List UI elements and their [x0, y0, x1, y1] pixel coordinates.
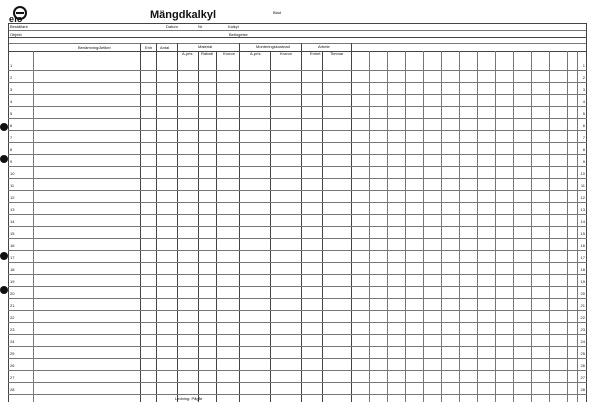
row-number-right: 13 — [580, 207, 585, 212]
row-number-left: 2 — [10, 75, 13, 80]
row-number-left: 6 — [10, 123, 13, 128]
table-row — [8, 322, 587, 323]
grid-col-extra-1 — [351, 43, 352, 402]
col-enhet: Enhet — [310, 51, 321, 56]
grid-col-antal — [156, 43, 157, 402]
row-number-left: 26 — [10, 363, 15, 368]
row-number-left: 11 — [10, 183, 15, 188]
row-number-left: 5 — [10, 111, 13, 116]
col-benamning: Benämning/Artikel — [78, 45, 111, 50]
col-apris: A-pris — [182, 51, 193, 56]
row-number-right: 2 — [582, 75, 585, 80]
punch-hole — [0, 286, 8, 294]
row-number-left: 8 — [10, 147, 13, 152]
table-row — [8, 94, 587, 95]
row-number-left: 9 — [10, 159, 13, 164]
table-row — [8, 334, 587, 335]
row-number-right: 27 — [580, 375, 585, 380]
row-number-left: 27 — [10, 375, 15, 380]
table-row — [8, 214, 587, 215]
grid-col-enh — [140, 43, 141, 402]
grid-col-ipris — [239, 43, 240, 402]
table-row — [8, 106, 587, 107]
row-number-right: 9 — [582, 159, 585, 164]
col-material: Material — [198, 44, 213, 49]
table-row — [8, 274, 587, 275]
table-row — [8, 298, 587, 299]
table-row — [8, 382, 587, 383]
table-row — [8, 238, 587, 239]
row-number-right: 10 — [580, 171, 585, 176]
field-betingelse: Betingelse — [229, 32, 248, 37]
table-row — [8, 370, 587, 371]
row-number-left: 4 — [10, 99, 13, 104]
row-number-left: 28 — [10, 387, 15, 392]
row-number-left: 15 — [10, 231, 15, 236]
grid-col-apris — [177, 43, 178, 402]
row-number-right: 21 — [580, 303, 585, 308]
row-number-left: 7 — [10, 135, 13, 140]
row-number-right: 26 — [580, 363, 585, 368]
row-number-left: 23 — [10, 327, 15, 332]
col-timmar: Timmar — [330, 51, 344, 56]
table-row — [8, 202, 587, 203]
field-datum: Datum — [166, 24, 178, 29]
row-number-left: 1 — [10, 63, 13, 68]
col-kronor2: Kronor — [280, 51, 293, 56]
table-row — [8, 190, 587, 191]
punch-hole — [0, 123, 8, 131]
row-number-right: 5 — [582, 111, 585, 116]
row-number-right: 16 — [580, 243, 585, 248]
header-rule-2 — [8, 30, 587, 31]
punch-hole — [0, 252, 8, 260]
table-row — [8, 142, 587, 143]
brand-logo-text: elo — [9, 14, 23, 24]
row-number-right: 4 — [582, 99, 585, 104]
field-bestallare: Beställare — [10, 24, 28, 29]
row-number-right: 20 — [580, 291, 585, 296]
row-number-left: 20 — [10, 291, 15, 296]
col-kronor: Kronor — [223, 51, 236, 56]
table-row — [8, 286, 587, 287]
col-enh: Enh — [145, 45, 153, 50]
field-objekt: Objekt — [10, 32, 22, 37]
row-number-right: 25 — [580, 351, 585, 356]
table-row — [8, 250, 587, 251]
field-nr: Nr — [198, 24, 203, 29]
sheet-label: Blad — [273, 10, 282, 15]
row-number-right: 7 — [582, 135, 585, 140]
row-number-right: 19 — [580, 279, 585, 284]
table-row — [8, 262, 587, 263]
row-number-left: 10 — [10, 171, 15, 176]
table-row — [8, 118, 587, 119]
table-row — [8, 358, 587, 359]
header-bottom-rule — [8, 51, 587, 52]
row-number-left: 16 — [10, 243, 15, 248]
table-row — [8, 166, 587, 167]
row-number-left: 24 — [10, 339, 15, 344]
table-row — [8, 310, 587, 311]
row-number-right: 12 — [580, 195, 585, 200]
row-number-right: 28 — [580, 387, 585, 392]
col-arbete: Arbete — [318, 44, 330, 49]
col-rabatt: Rabatt — [201, 51, 213, 56]
row-number-right: 14 — [580, 219, 585, 224]
row-number-right: 23 — [580, 327, 585, 332]
row-number-right: 6 — [582, 123, 585, 128]
row-number-left: 18 — [10, 267, 15, 272]
table-row — [8, 394, 587, 395]
table-row — [8, 226, 587, 227]
table-row — [8, 130, 587, 131]
grid-col-enhet — [301, 43, 302, 402]
table-row — [8, 154, 587, 155]
row-number-right: 15 — [580, 231, 585, 236]
table-row — [8, 178, 587, 179]
row-number-left: 12 — [10, 195, 15, 200]
row-number-right: 3 — [582, 87, 585, 92]
header-top-rule — [8, 23, 587, 24]
header-rule-3 — [8, 37, 587, 38]
footer-text: Ledning: Pågår — [175, 396, 203, 401]
row-number-left: 22 — [10, 315, 15, 320]
row-number-left: 14 — [10, 219, 15, 224]
row-number-right: 8 — [582, 147, 585, 152]
row-number-right: 22 — [580, 315, 585, 320]
table-row — [8, 70, 587, 71]
row-number-left: 19 — [10, 279, 15, 284]
punch-hole — [0, 155, 8, 163]
row-number-left: 3 — [10, 87, 13, 92]
row-number-left: 13 — [10, 207, 15, 212]
row-number-right: 18 — [580, 267, 585, 272]
header-rule-4 — [8, 43, 587, 44]
row-number-right: 24 — [580, 339, 585, 344]
col-montering: Monteringskostnad — [256, 44, 290, 49]
row-number-left: 17 — [10, 255, 15, 260]
table-row — [8, 346, 587, 347]
table-row — [8, 82, 587, 83]
row-number-left: 25 — [10, 351, 15, 356]
form-title: Mängdkalkyl — [150, 9, 217, 21]
row-number-right: 17 — [580, 255, 585, 260]
row-number-right: 1 — [582, 63, 585, 68]
col-ipris: A-pris — [250, 51, 261, 56]
col-antal: Antal — [160, 45, 170, 50]
row-number-right: 11 — [580, 183, 585, 188]
row-number-left: 21 — [10, 303, 15, 308]
field-kalkyl: Kalkyl — [228, 24, 239, 29]
